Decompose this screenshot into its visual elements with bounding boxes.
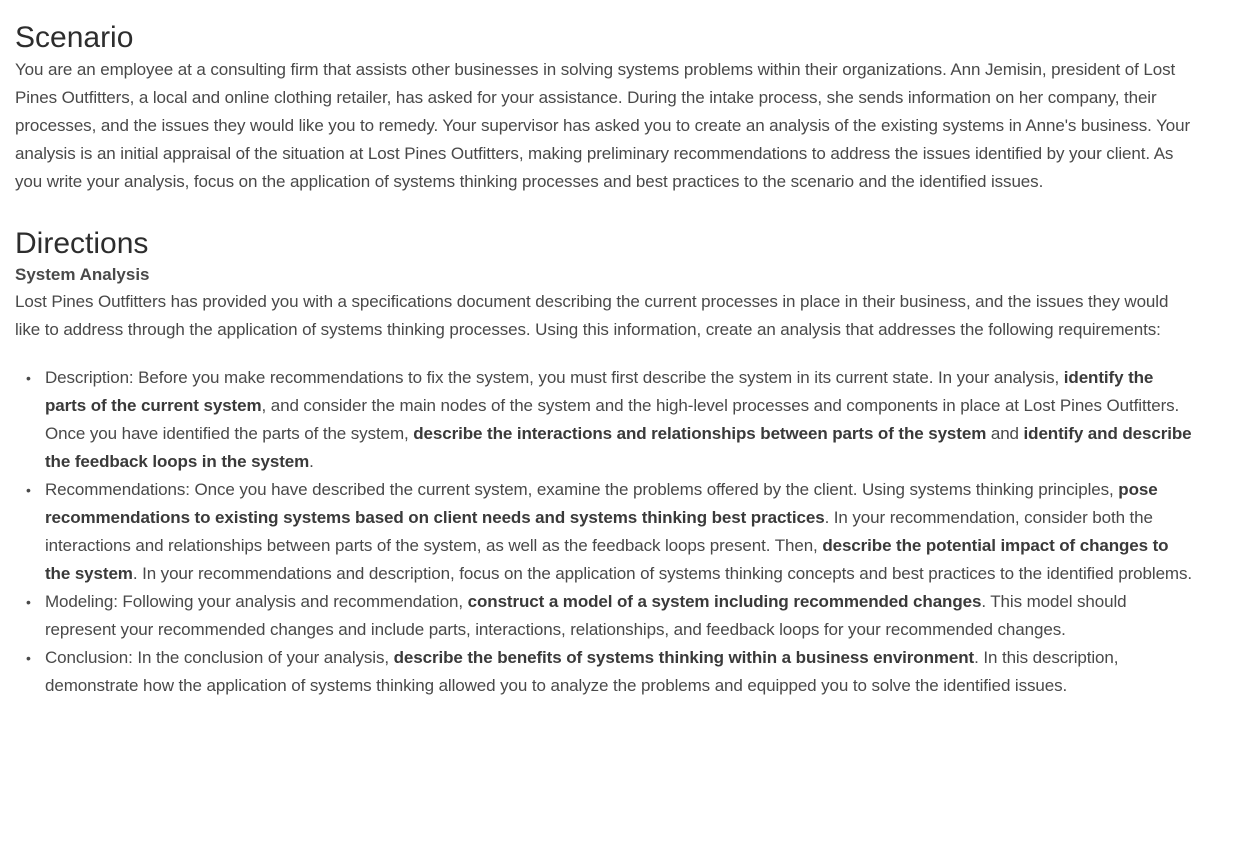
requirement-conclusion: • Conclusion: In the conclusion of your analysis, describe the benefits of systems thinking within a business environment. In this description, demonstrate how the application of systems thinking allowed you to analyze the problems and equipped you to solve the identified issues. — [45, 644, 1198, 700]
bullet-icon: • — [26, 370, 31, 386]
system-analysis-subheading: System Analysis — [15, 265, 150, 284]
scenario-heading: Scenario — [15, 21, 134, 54]
bullet-icon: • — [26, 594, 31, 610]
requirement-description: • Description: Before you make recommendations to fix the system, you must first describe the system in its current state. In your analysis, identify the parts of the current system, and consider the main nodes of the system and the high-level processes and components in place at Lost Pines Outfitters. Once you have identified the parts of the system, describe the interactions and relationships between parts of the system and identify and describe the feedback loops in the system. — [45, 364, 1198, 476]
requirements-list — [15, 364, 1198, 700]
scenario-paragraph: You are an employee at a consulting firm that assists other businesses in solving systems problems within their organizations. Ann Jemisin, president of Lost Pines Outfitters, a local and online clothing retailer, has asked for your assistance. During the intake process, she sends information on her company, their processes, and the issues they would like you to remedy. Your supervisor has asked you to create an analysis of the existing systems in Anne's business. Your analysis is an initial appraisal of the situation at Lost Pines Outfitters, making preliminary recommendations to address the issues identified by your client. As you write your analysis, focus on the application of systems thinking processes and best practices to the scenario and the identified issues. — [15, 60, 1191, 191]
directions-paragraph: Lost Pines Outfitters has provided you with a specifications document describing the current processes in place in their business, and the issues they would like to address through the application of systems thinking processes. Using this information, create an analysis that addresses the following requirements: — [15, 292, 1169, 339]
requirement-recommendations: • Recommendations: Once you have described the current system, examine the problems offered by the client. Using systems thinking principles, pose recommendations to existing systems based on client needs and systems thinking best practices. In your recommendation, consider both the interactions and relationships between parts of the system, as well as the feedback loops present. Then, describe the potential impact of changes to the system. In your recommendations and description, focus on the application of systems thinking concepts and best practices to the identified problems. — [45, 476, 1198, 588]
requirement-modeling: • Modeling: Following your analysis and recommendation, construct a model of a system including recommended changes. This model should represent your recommended changes and include parts, interactions, relationships, and feedback loops for your recommended changes. — [45, 588, 1198, 644]
bullet-icon: • — [26, 650, 31, 666]
bullet-icon: • — [26, 482, 31, 498]
directions-heading: Directions — [15, 227, 149, 260]
